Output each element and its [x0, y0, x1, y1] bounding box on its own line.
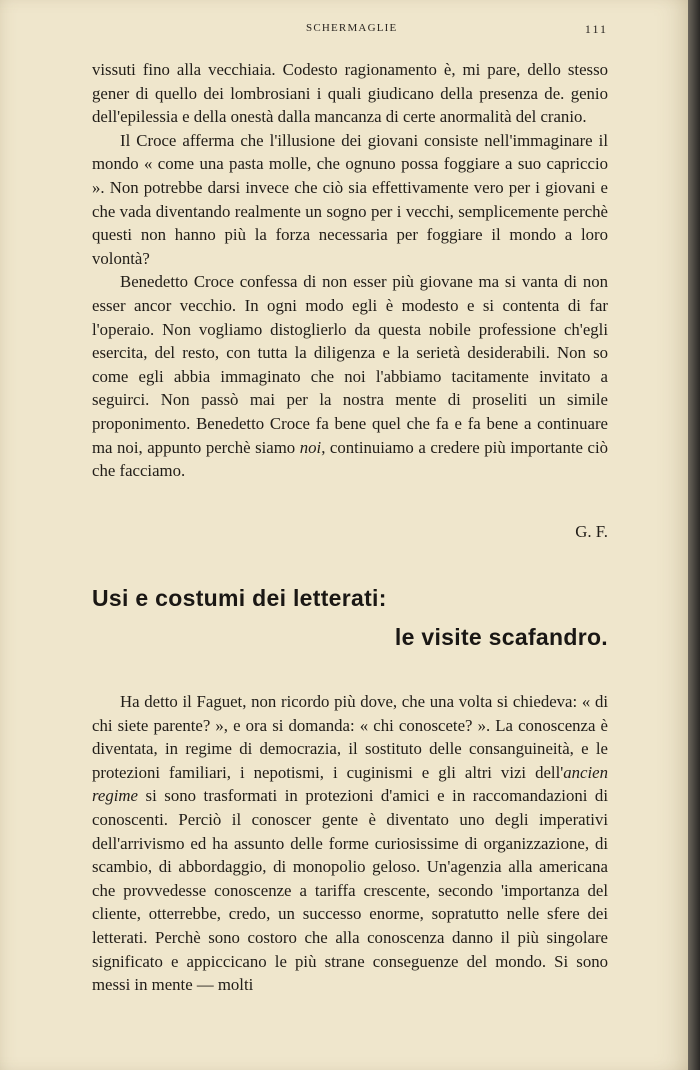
section-paragraph-emphasis: ancien regime: [92, 762, 608, 806]
book-spine-shadow: [688, 0, 700, 1070]
paragraph-3-text-before: Benedetto Croce confessa di non esser più giovane ma si vanta di non esser ancor vecchio. In ogni modo egli è modesto e si contenta di far l'operaio. Non vogliamo distoglierlo da questa nobile professione ch'egli esercita, del resto, con tutta la diligenza e la serietà desiderabili. Non so come egli abbia immaginato che noi l'abbiamo tacitamente invitato a seguirci. Non passò mai per la nostra mente di proseliti un simile proponimento. Benedetto Croce fa bene quel che fa e fa bene a continuare ma noi, appunto perchè siamo: [92, 272, 608, 457]
author-signature: G. F.: [575, 522, 608, 541]
paragraph-2: Il Croce afferma che l'illusione dei giovani consiste nell'immaginare il mondo « come una pasta molle, che ognuno possa foggiare a suo capriccio ». Non potrebbe darsi invece che ciò sia effettivamente vero per i giovani e che vada diventando realmente un sogno per i vecchi, semplicemente perchè questi non hanno più la forza necessaria per foggiare il mondo a loro volontà?: [92, 130, 608, 268]
section-paragraph-text-after: si sono trasformati in protezioni d'amici e in raccomandazioni di conoscenti. Perciò il conoscer gente è diventato uno degli imperativi dell'arrivismo ed ha assunto delle forme curiosissime di organizzazione, di scambio, di abbordaggio, di monopolio geloso. Un'agenzia alla americana che provvedesse conoscenze a tariffa crescente, secondo 'importanza del cliente, otterrebbe, credo, un successo enorme, sopratutto nelle sfere dei letterati. Perchè sono costoro che alla conoscenza danno il più singolare significato e appiccicano le più strane conseguenze del mondo. Si sono messi in mente — molti: [92, 786, 608, 995]
page-header: [92, 22, 608, 42]
article-continuation: [92, 58, 608, 483]
paragraph-1: vissuti fino alla vecchiaia. Codesto ragionamento è, mi pare, dello stesso gener di quello dei lombrosiani i quali giudicano della presenza de. genio dell'epilessia e della onestà dalla mancanza di certe anormalità del cranio.: [92, 60, 608, 127]
page-number: 111: [584, 22, 608, 36]
section-paragraph-text-before: Ha detto il Faguet, non ricordo più dove, che una volta si chiedeva: « di chi siete parente? », e ora si domanda: « chi conoscete? ». La conoscenza è diventata, in regime di democrazia, il sostituto delle consanguineità, e le protezioni familiari, i nepotismi, i cuginismi e gli altri vizi dell': [92, 692, 608, 782]
paragraph-3: [92, 270, 608, 482]
section-paragraph-1: [92, 690, 608, 997]
section-body: [92, 690, 608, 997]
section-title-line-2: le visite scafandro.: [394, 624, 608, 650]
paragraph-3-text-after: , continuiamo a credere più importante ciò che facciamo.: [92, 437, 608, 481]
paragraph-3-emphasis: noi: [299, 437, 322, 457]
section-title-line-1: Usi e costumi dei letterati:: [92, 585, 387, 611]
running-title: SCHERMAGLIE: [306, 22, 398, 34]
